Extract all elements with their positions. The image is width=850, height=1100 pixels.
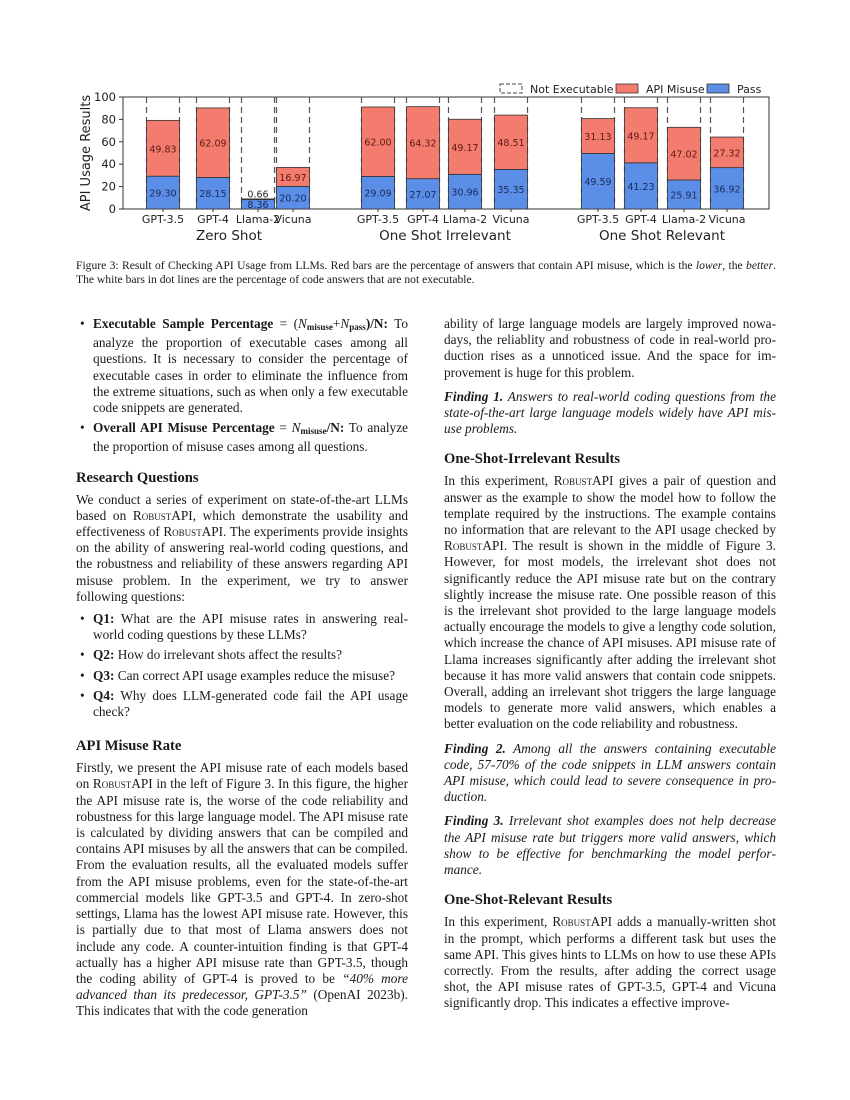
legend-api-misuse-label: API Misuse <box>646 83 705 96</box>
question-list <box>76 611 408 720</box>
research-questions-paragraph: We conduct a series of experiment on state-of-the-art LLMs based on RobustAPI, which demonstrate the usability and effectiveness of RobustAPI. The experiments provide insights on the ability of answering real-world coding questions, and the robustness and reliability of these answers regarding API misuse problem. In the experiment, we try to answer following questions: <box>76 491 408 604</box>
question-item: • Q2: How do irrelevant shots affect the results? <box>93 647 408 663</box>
bar-value-misuse: 62.00 <box>364 137 392 149</box>
bar-value-misuse: 49.17 <box>451 142 479 154</box>
bar-value-pass: 27.07 <box>409 189 437 201</box>
legend-not-executable-swatch <box>500 84 522 93</box>
x-tick-label: GPT-4 <box>625 213 657 226</box>
group-label: Zero Shot <box>195 228 263 244</box>
bar-value-pass: 8.36 <box>247 200 269 211</box>
x-tick-label: GPT-3.5 <box>141 213 185 226</box>
bar-value-misuse: 31.13 <box>584 132 612 144</box>
group-label: One Shot Relevant <box>599 228 725 244</box>
one-shot-irrelevant-paragraph: In this experiment, RobustAPI gives a pair of question and answer as the example to show the model how to follow the template required by the instructions. The example contains no information that are relevant to the API usage checked by RobustAPI. The result is shown in the middle of Figure 3. However, for most models, the irrelevant shot does not significantly reduce the API misuse rate but on the contrary slightly increase the misuse rate. One possible reason of this is the irrelevant shot provided to the large language models actually encourage the models to give a lengthy code solution, which increase the chance of API misuses. API misuse rate of Llama increases significantly after adding the irrelevant shot because it has more valid answers that contain code snippets. Overall, adding an irrelevant shot triggers the large language models to generate more valid answers, which enables a better evaluation on the code reliability and robustness. <box>444 473 776 732</box>
y-tick-label: 40 <box>101 157 116 172</box>
heading-research-questions: Research Questions <box>76 469 199 486</box>
x-tick-label: Llama-2 <box>661 213 707 226</box>
finding-3: Finding 3. Irrelevant shot examples does not help decrease the API misuse rate but triggers more valid answers, which show to be effective for benchmarking the model performance. <box>444 813 776 878</box>
finding-2: Finding 2. Among all the answers containing executable code, 57-70% of the code snippets in LLM answers contain API misuse, which could lead to severe consequence in production. <box>444 740 776 805</box>
bar-value-misuse: 48.51 <box>497 138 525 150</box>
bar-value-pass: 29.30 <box>149 188 177 200</box>
y-tick-label: 100 <box>94 90 116 104</box>
x-tick-label: Vicuna <box>708 213 746 226</box>
y-tick-label: 20 <box>101 179 116 194</box>
bar-value-pass: 41.23 <box>627 181 655 193</box>
question-item: • Q3: Can correct API usage examples reduce the misuse? <box>93 668 408 684</box>
left-column <box>76 316 408 1020</box>
chart-canvas <box>70 78 780 248</box>
finding-1: Finding 1. Answers to real-world coding questions from the state-of-the-art large language models widely have API misuse problems. <box>444 388 776 437</box>
bar-value-misuse: 0.66 <box>247 189 269 201</box>
x-tick-label: Vicuna <box>492 213 530 226</box>
metric-overall-misuse: • Overall API Misuse Percentage = $N_{misuse}/N$: To analyze the proportion of misuse cases among all questions. <box>93 420 408 455</box>
x-tick-label: Llama-2 <box>442 213 488 226</box>
bar-value-pass: 28.15 <box>199 189 227 201</box>
x-tick-label: GPT-3.5 <box>356 213 400 226</box>
bar-value-misuse: 47.02 <box>670 149 698 161</box>
bar-value-pass: 36.92 <box>713 184 741 196</box>
y-axis-label: API Usage Results <box>79 94 94 212</box>
x-tick-label: GPT-3.5 <box>576 213 620 226</box>
legend-api-misuse-swatch <box>616 84 638 93</box>
y-tick-label: 60 <box>101 134 116 149</box>
bar-value-misuse: 49.17 <box>627 131 655 143</box>
bar-value-misuse: 27.32 <box>713 148 741 160</box>
y-tick-label: 80 <box>101 112 116 127</box>
heading-api-misuse-rate: API Misuse Rate <box>76 738 182 755</box>
bar-value-pass: 49.59 <box>584 177 612 189</box>
figure-caption: Figure 3: Result of Checking API Usage from LLMs. Red bars are the percentage of answers that contain API misuse, which is the lower, the better. The white bars in dot lines are the percentage of code answers that are not executable. <box>76 259 776 286</box>
bar-value-misuse: 62.09 <box>199 138 227 150</box>
legend-pass-label: Pass <box>737 83 762 96</box>
bar-value-pass: 25.91 <box>670 190 698 202</box>
bar-value-pass: 20.20 <box>279 193 307 205</box>
question-item: • Q4: Why does LLM-generated code fail the API usage check? <box>93 688 408 720</box>
bar-value-misuse: 49.83 <box>149 144 177 156</box>
bar-value-pass: 30.96 <box>451 187 479 199</box>
x-tick-label: GPT-4 <box>407 213 439 226</box>
legend-not-executable-label: Not Executable <box>530 83 614 96</box>
x-tick-label: Llama-2 <box>235 213 281 226</box>
group-label: One Shot Irrelevant <box>379 228 511 244</box>
bar-value-pass: 35.35 <box>497 185 525 197</box>
api-misuse-rate-paragraph: Firstly, we present the API misuse rate of each models based on RobustAPI in the left of Figure 3. In this figure, the higher the API misuse rate is, the worse of the code reliability and robustness for this large language model. The API misuse rate is calculated by dividing answers that can be compiled and contains API misuses by all the answers that can be compiled. From the evaluation results, all the evaluated models suffer from the API misuse problems, even for the state-of-the-art commercial models like GPT-3.5 and GPT-4. In zero-shot settings, Llama has the lowest API misuse rate. However, this is partially due to that most of Llama answers does not include any code. A counter-intuition finding is that GPT-4 actually has a higher API misuse rate than GPT-3.5, though the coding ability of GPT-4 is proved to be “40% more advanced than its predecessor, GPT-3.5” (OpenAI 2023b). This indicates that with the code generation <box>76 760 408 1019</box>
right-column <box>444 316 776 1012</box>
heading-one-shot-irrelevant: One-Shot-Irrelevant Results <box>444 451 621 468</box>
one-shot-relevant-paragraph: In this experiment, RobustAPI adds a manually-written shot in the prompt, which performs a different task but uses the same API. This gives hints to LLMs on how to use these APIs correctly. From the results, after adding the correct usage shot, the API misuse rates of GPT-3.5, GPT-4 and Vicuna significantly drop. This indicates a effective improve- <box>444 914 776 1011</box>
legend-pass-swatch <box>707 84 729 93</box>
question-item: • Q1: What are the API misuse rates in answering real-world coding questions by these LLMs? <box>93 611 408 643</box>
x-tick-label: Vicuna <box>274 213 312 226</box>
figure-3-stacked-bar-chart <box>70 78 780 248</box>
metric-executable-sample: • Executable Sample Percentage = $(N_{misuse}+N_{pass})/N$: To analyze the proportion of executable cases among all questions. It is necessary to consider the percentage of executable cases in order to eliminate the influence from the extreme situations, such as when only a few executable code snippets are generated. <box>93 316 408 416</box>
continued-paragraph: ability of large language models are largely improved nowadays, the reliablity and robustness of code in real-world production rises as a unnoticed issue. And the space for improvement is huge for this problem. <box>444 316 776 380</box>
y-tick-label: 0 <box>108 202 116 216</box>
metric-list <box>76 316 408 456</box>
heading-one-shot-relevant: One-Shot-Relevant Results <box>444 892 613 909</box>
caption-label: Figure 3: <box>76 259 119 272</box>
x-tick-label: GPT-4 <box>197 213 229 226</box>
bar-value-misuse: 64.32 <box>409 138 437 150</box>
bar-value-misuse: 16.97 <box>279 172 307 184</box>
bar-value-pass: 29.09 <box>364 188 392 200</box>
